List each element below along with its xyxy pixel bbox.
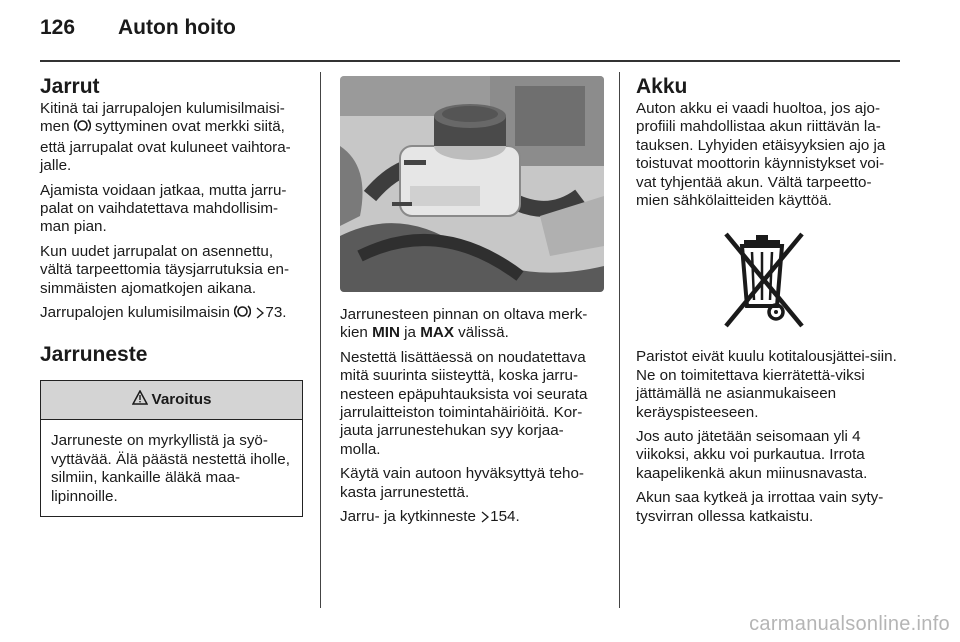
warning-text: Jarruneste on myrkyllistä ja syö-vyttävää. Älä päästä nestettä iholle, silmiin, kankaille äläkä maa-lipinnoille. — [51, 432, 290, 505]
column-divider-left — [320, 72, 321, 608]
brakes-paragraph-1: Kitinä tai jarrupalojen kulumisilmaisi-men syttyminen ovat merkki siitä, että jarrupalat ovat kuluneet vaihtora-jalle. — [40, 100, 291, 175]
warning-header — [41, 381, 302, 420]
page-number: 126 — [40, 16, 76, 39]
brake-fluid-reservoir-photo — [340, 76, 604, 292]
watermark: carmanualsonline.info — [749, 613, 950, 635]
brakes-paragraph-3: Kun uudet jarrupalat on asennettu, vältä tarpeettomia täysjarrutuksia en-simmäisten ajomatkojen aikana. — [40, 242, 290, 297]
brakes-paragraph-2: Ajamista voidaan jatkaa, mutta jarru-palat on vaihdatettava mahdollisim-man pian. — [40, 181, 287, 236]
fluid-paragraph-2: Nestettä lisättäessä on noudatettava mitä suurinta siisteyttä, koska jarru-nesteen epäpuhtauksista voi seurata jarrulaitteiston toimintahäiriöitä. Kor-jauta jarrunestehukan syy korjaa-molla. — [340, 348, 588, 458]
page-reference-arrow-icon[interactable] — [255, 306, 265, 324]
brake-wear-indicator-icon — [74, 118, 91, 138]
header-rule — [40, 60, 900, 62]
brakes-paragraph-4: Jarrupalojen kulumisilmaisin 73. — [40, 304, 303, 324]
section-title-battery: Akku — [636, 75, 688, 98]
section-title-brake-fluid: Jarruneste — [40, 343, 148, 367]
min-label: MIN — [372, 324, 400, 342]
fluid-paragraph-1: Jarrunesteen pinnan on oltava merk-kien MIN ja MAX välissä. — [340, 306, 588, 342]
page-reference-arrow-icon[interactable] — [480, 510, 490, 528]
middle-column — [340, 74, 604, 534]
right-column — [636, 74, 900, 532]
fluid-paragraph-3: Käytä vain autoon hyväksyttyä teho-kasta jarrunestettä. — [340, 465, 584, 501]
section-title-brakes: Jarrut — [40, 75, 100, 98]
battery-paragraph-1: Auton akku ei vaadi huoltoa, jos ajo-profiili mahdollistaa akun riittävän la-tauksen. Lyhyiden etäisyyksien ajo ja toistuvat moottorin käynnistykset voi-vat tyhjentää akun. Vältä tarpeetto-mien sähkölaitteiden käyttöä. — [636, 100, 886, 210]
fluid-paragraph-4: Jarru- ja kytkinneste 154. — [340, 508, 604, 528]
warning-title: Varoitus — [151, 391, 212, 409]
warning-box — [40, 380, 303, 517]
chapter-title: Auton hoito — [118, 16, 236, 39]
battery-paragraph-3: Jos auto jätetään seisomaan yli 4 viikoksi, akku voi purkautua. Irrota kaapelikenkä akun miinusnavasta. — [636, 428, 868, 482]
left-column — [40, 74, 303, 517]
brake-wear-indicator-icon — [234, 304, 251, 324]
battery-paragraph-2: Paristot eivät kuulu kotitalousjättei-siin. Ne on toimitettava kierrätettä-viksi jättämällä ne asianmukaiseen keräyspisteeseen. — [636, 348, 897, 421]
page-reference-link[interactable]: 154. — [490, 508, 520, 526]
page-header — [40, 16, 900, 48]
page-reference-link[interactable]: 73. — [265, 304, 287, 322]
warning-triangle-icon — [132, 390, 148, 410]
max-label: MAX — [420, 324, 454, 342]
battery-paragraph-4: Akun saa kytkeä ja irrottaa vain syty-tysvirran ollessa katkaistu. — [636, 489, 884, 525]
crossed-out-wheeled-bin-icon — [714, 226, 814, 332]
column-divider-right — [619, 72, 620, 608]
